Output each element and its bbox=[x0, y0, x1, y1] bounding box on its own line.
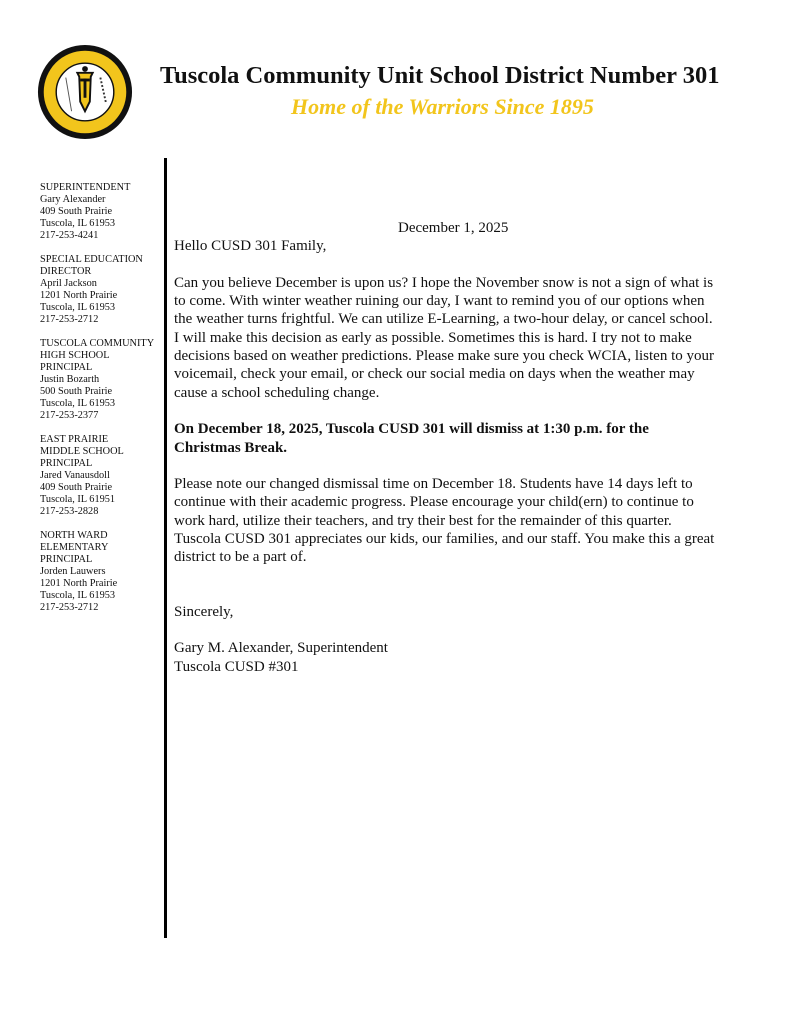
text-line: cause a school scheduling change. bbox=[174, 384, 380, 401]
contact-line: HIGH SCHOOL bbox=[40, 350, 110, 361]
text-line: voicemail, check your email, or check our social media on days when the weather may bbox=[174, 366, 695, 383]
contact-line: Tuscola, IL 61953 bbox=[40, 398, 116, 409]
signature-org: Tuscola CUSD #301 bbox=[174, 658, 299, 675]
staff-contact-block bbox=[40, 434, 162, 518]
paragraph-weather bbox=[174, 274, 744, 402]
contact-line: 409 South Prairie bbox=[40, 482, 113, 493]
contact-line: Tuscola, IL 61951 bbox=[40, 494, 116, 505]
text-line: Tuscola CUSD 301 appreciates our kids, our families, and our staff. You make this a great bbox=[174, 531, 715, 548]
contact-line: Tuscola, IL 61953 bbox=[40, 218, 116, 229]
letter-body bbox=[174, 219, 744, 676]
contact-line: PRINCIPAL bbox=[40, 458, 93, 469]
contact-line: TUSCOLA COMMUNITY bbox=[40, 338, 155, 349]
text-line: Christmas Break. bbox=[174, 439, 288, 456]
contact-line: Jorden Lauwers bbox=[40, 566, 106, 577]
contact-line: 500 South Prairie bbox=[40, 386, 113, 397]
contact-line: EAST PRAIRIE bbox=[40, 434, 109, 445]
contact-line: 217-253-4241 bbox=[40, 230, 99, 241]
contact-line: Justin Bozarth bbox=[40, 374, 100, 385]
district-seal-logo bbox=[37, 44, 133, 140]
contact-line: SPECIAL EDUCATION bbox=[40, 254, 143, 265]
contact-line: 217-253-2377 bbox=[40, 410, 99, 421]
greeting: Hello CUSD 301 Family, bbox=[174, 238, 327, 255]
text-line: district to be a part of. bbox=[174, 549, 307, 566]
page-title: Tuscola Community Unit School District Number 301 bbox=[160, 62, 720, 89]
contact-line: PRINCIPAL bbox=[40, 362, 93, 373]
contact-line: 217-253-2712 bbox=[40, 602, 99, 613]
contact-line: 1201 North Prairie bbox=[40, 578, 118, 589]
paragraph-reminder bbox=[174, 475, 744, 566]
text-line: Please note our changed dismissal time on December 18. Students have 14 days left to bbox=[174, 476, 693, 493]
text-line: On December 18, 2025, Tuscola CUSD 301 will dismiss at 1:30 p.m. for the bbox=[174, 421, 649, 438]
contact-line: Jared Vanausdoll bbox=[40, 470, 110, 481]
staff-contact-block bbox=[40, 182, 162, 242]
signature-name: Gary M. Alexander, Superintendent bbox=[174, 640, 388, 657]
text-line: continue with their academic progress. Please encourage your child(ern) to continue to bbox=[174, 494, 694, 511]
page-subtitle: Home of the Warriors Since 1895 bbox=[291, 94, 594, 119]
contact-line: Tuscola, IL 61953 bbox=[40, 590, 116, 601]
contact-line: 217-253-2828 bbox=[40, 506, 99, 517]
contact-line: SUPERINTENDENT bbox=[40, 182, 131, 193]
text-line: work hard, utilize their teachers, and try their best for the remainder of this quarter. bbox=[174, 512, 672, 529]
staff-contact-block bbox=[40, 254, 162, 326]
staff-directory-sidebar bbox=[40, 182, 162, 626]
text-line: to come. With winter weather ruining our day, I want to remind you of our options when bbox=[174, 293, 705, 310]
contact-line: NORTH WARD bbox=[40, 530, 108, 541]
paragraph-dismissal-notice bbox=[174, 420, 744, 457]
text-line: I will make this decision as early as possible. Sometimes this is hard. I try not to make bbox=[174, 329, 692, 346]
contact-line: DIRECTOR bbox=[40, 266, 92, 277]
contact-line: 409 South Prairie bbox=[40, 206, 113, 217]
contact-line: April Jackson bbox=[40, 278, 97, 289]
closing: Sincerely, bbox=[174, 603, 234, 620]
text-line: Can you believe December is upon us? I hope the November snow is not a sign of what is bbox=[174, 274, 714, 291]
contact-line: 217-253-2712 bbox=[40, 314, 99, 325]
text-line: decisions based on weather predictions. Please make sure you check WCIA, listen to your bbox=[174, 348, 714, 365]
letter-date: December 1, 2025 bbox=[398, 220, 509, 236]
vertical-divider bbox=[164, 158, 167, 938]
staff-contact-block bbox=[40, 338, 162, 422]
contact-line: ELEMENTARY bbox=[40, 542, 109, 553]
contact-line: 1201 North Prairie bbox=[40, 290, 118, 301]
contact-line: MIDDLE SCHOOL bbox=[40, 446, 124, 457]
text-line: the weather turns frightful. We can utilize E-Learning, a two-hour delay, or cancel school. bbox=[174, 311, 713, 328]
staff-contact-block bbox=[40, 530, 162, 614]
contact-line: Tuscola, IL 61953 bbox=[40, 302, 116, 313]
contact-line: Gary Alexander bbox=[40, 194, 106, 205]
contact-line: PRINCIPAL bbox=[40, 554, 93, 565]
